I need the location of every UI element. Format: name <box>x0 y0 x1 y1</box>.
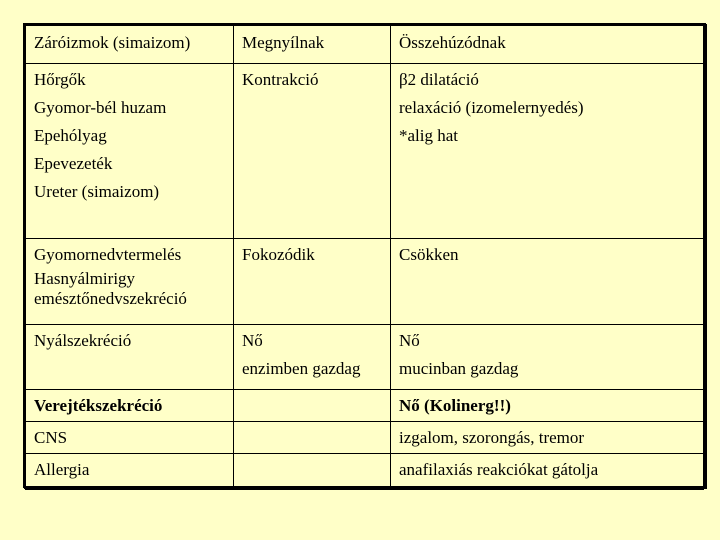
comparison-table <box>25 25 704 490</box>
cell-organs: Hőrgők Gyomor-bél huzam Epehólyag Epevezeték Ureter (simaizom) <box>26 64 234 239</box>
cell-allergy: Allergia <box>26 454 234 490</box>
header-cell-sphincters: Záróizmok (simaizom) <box>26 26 234 64</box>
cell-anaphylaxis: anafilaxiás reakciókat gátolja <box>391 454 704 490</box>
cell-mucin-rich: Nő mucinban gazdag <box>391 325 704 390</box>
cell-contraction: Kontrakció <box>234 64 391 239</box>
header-cell-contract: Összehúzódnak <box>391 26 704 64</box>
table-row-salivation <box>26 325 704 390</box>
cell-cholinergic: Nő (Kolinerg!!) <box>391 390 704 422</box>
cell-gastric: Gyomornedvtermelés Hasnyálmirigy emésztőnedvszekréció <box>26 239 234 325</box>
table-row-allergy <box>26 454 704 490</box>
header-cell-open: Megnyílnak <box>234 26 391 64</box>
table-row-gastric-secretion <box>26 239 704 325</box>
cell-enzyme-rich: Nő enzimben gazdag <box>234 325 391 390</box>
table-row-cns <box>26 422 704 454</box>
cell-salivation: Nyálszekréció <box>26 325 234 390</box>
cell-cns: CNS <box>26 422 234 454</box>
cell-empty-cns <box>234 422 391 454</box>
cell-empty-allergy <box>234 454 391 490</box>
cell-sweat: Verejtékszekréció <box>26 390 234 422</box>
cell-decreases: Csökken <box>391 239 704 325</box>
table-header-row <box>26 26 704 64</box>
table-row-smooth-muscle <box>26 64 704 239</box>
cell-increases: Fokozódik <box>234 239 391 325</box>
comparison-table-frame <box>23 23 706 488</box>
cell-empty-sweat <box>234 390 391 422</box>
table-row-sweat <box>26 390 704 422</box>
cell-dilatation: β2 dilatáció relaxáció (izomelernyedés) *alig hat <box>391 64 704 239</box>
cell-anxiety: izgalom, szorongás, tremor <box>391 422 704 454</box>
